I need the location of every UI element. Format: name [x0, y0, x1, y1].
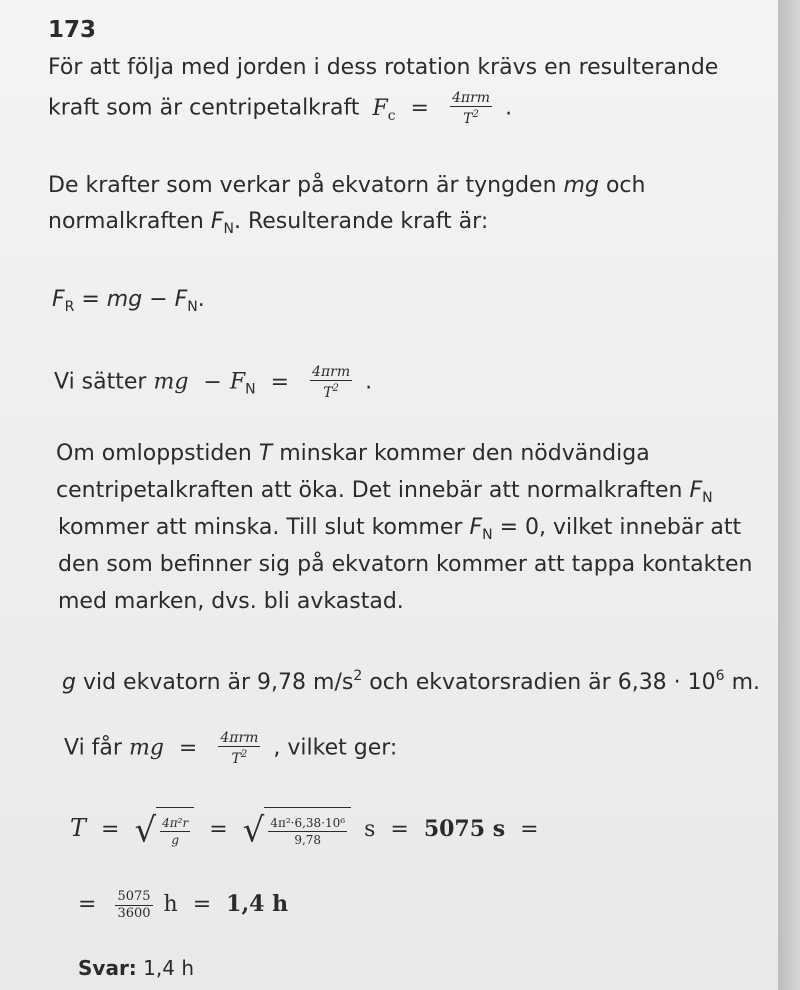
p3-mid: = mg − [74, 287, 175, 312]
p1-fraction [450, 90, 492, 127]
p2-text-b: och [605, 173, 646, 198]
p1-end: . [505, 95, 513, 121]
p8-value: 5075 s [423, 816, 506, 842]
sqrt-2-num: 4π²·6,38·10⁶ [270, 816, 346, 830]
p4-end: . [365, 369, 373, 395]
p8-eq2: = [209, 817, 228, 842]
p9-eq2: = [192, 892, 212, 917]
p6-line [62, 662, 760, 697]
p1-line2 [48, 90, 512, 130]
p7-frac-den-exp: 2 [240, 749, 248, 760]
p4-mg: mg [153, 369, 189, 395]
p9-fraction [115, 889, 152, 922]
answer-label: Svar: [78, 956, 137, 980]
answer-value: 1,4 h [143, 956, 195, 980]
p8-t: T [70, 814, 87, 842]
p8-eq4: = [520, 817, 539, 842]
p4-fraction [310, 364, 352, 401]
p5-line5: med marken, dvs. bli avkastad. [58, 589, 404, 614]
p9-value: 1,4 h [226, 891, 289, 917]
p5-text-a: Om omloppstiden [56, 441, 252, 466]
p4-frac-denominator [310, 381, 352, 401]
p6-sup1: 2 [353, 668, 363, 684]
p2-line1 [48, 172, 645, 200]
p2-line2 [48, 208, 488, 243]
sqrt-2 [243, 807, 351, 854]
p8-eq3: = [390, 817, 409, 842]
fn-letter: F [174, 287, 188, 312]
p7-text: Vi får [64, 735, 122, 761]
p7-fraction [218, 730, 260, 767]
answer-line [78, 954, 194, 982]
p6-g: g [62, 670, 76, 695]
p1-frac-denominator [450, 107, 492, 127]
p4-minus: − [203, 369, 222, 395]
p5-line1 [56, 440, 650, 468]
p7-frac-den-base: T [231, 751, 241, 767]
p5-line2 [56, 477, 713, 512]
fc-symbol [372, 95, 396, 124]
p8-unit: s [364, 817, 376, 842]
p7-frac-numerator: 4πrm [220, 730, 259, 746]
p6-text-a: vid ekvatorn är 9,78 m/s [82, 670, 354, 695]
p3-formula [52, 286, 205, 321]
p5-t: T [258, 441, 273, 466]
p5-line4: den som befinner sig på ekvatorn kommer att tappa kontakten [58, 552, 753, 577]
p4-line [54, 364, 372, 404]
p7-frac-denominator [218, 747, 260, 767]
p5-fn-letter-2: F [469, 515, 483, 540]
fr-sub: R [64, 299, 75, 315]
fr-letter: F [52, 287, 65, 312]
sqrt-2-fraction [268, 815, 347, 848]
p2-text-a: De krafter som verkar på ekvatorn är tyngden [48, 173, 557, 198]
p1-frac-numerator: 4πrm [451, 90, 491, 106]
p2-text-d: . Resulterande kraft är: [233, 209, 489, 234]
p5-fn-sub-2: N [482, 527, 493, 543]
p6-sup2: 6 [715, 668, 725, 684]
p5-fn-sub: N [702, 490, 713, 506]
p6-text-c: m. [724, 670, 761, 695]
sqrt-1-den: g [171, 833, 179, 847]
p9-num: 5075 [117, 888, 151, 904]
p4-text: Vi sätter [54, 369, 147, 395]
p5-fn-letter: F [689, 478, 703, 503]
p9-formula [78, 884, 288, 924]
p2-fn-sub: N [223, 221, 234, 237]
p9-eq: = [78, 892, 97, 917]
p4-equals: = [270, 369, 290, 395]
p3-end: . [197, 287, 205, 312]
p6-text-b: och ekvatorsradien är 6,38 · 10 [362, 670, 716, 695]
p1-frac-den-base: T [463, 111, 473, 127]
fc-letter: F [372, 95, 388, 121]
sqrt-2-den: 9,78 [294, 833, 322, 847]
p5-text-d: kommer att minska. Till slut kommer [58, 515, 463, 540]
sqrt-1-num: 4π²r [162, 816, 189, 830]
p1-text: kraft som är centripetalkraft [48, 95, 360, 121]
p7-equals: = [178, 735, 198, 761]
p4-frac-numerator: 4πrm [312, 364, 351, 380]
radical-icon: √ [134, 810, 157, 850]
p1-frac-den-exp: 2 [472, 109, 479, 120]
p2-mg: mg [563, 173, 599, 198]
p7-mg: mg [128, 735, 164, 761]
p1-equals: = [410, 95, 429, 121]
p4-frac-den-exp: 2 [332, 383, 339, 394]
sqrt-1-fraction [160, 815, 190, 848]
p5-text-b: minskar kommer den nödvändiga [279, 441, 650, 466]
p2-fn-letter: F [210, 209, 224, 234]
p4-fn-sub: N [245, 381, 256, 398]
sqrt-1-content [156, 807, 194, 854]
fn-sub: N [187, 299, 198, 315]
radical-icon-2: √ [242, 810, 265, 850]
p2-text-c: normalkraften [48, 209, 204, 234]
fc-subscript: c [387, 107, 396, 124]
sqrt-2-content [264, 807, 351, 854]
p8-formula [70, 806, 547, 850]
p5-text-c: centripetalkraften att öka. Det innebär att normalkraften [56, 478, 683, 503]
p5-text-e: = 0, vilket innebär att [492, 515, 742, 540]
p8-eq1: = [101, 817, 120, 842]
p5-line3 [58, 514, 741, 549]
p4-fn-letter: F [229, 369, 246, 395]
p1-line1: För att följa med jorden i dess rotation krävs en resulterande [48, 55, 719, 80]
p4-frac-den-base: T [323, 385, 333, 401]
page-edge [778, 0, 800, 990]
problem-number: 173 [48, 17, 97, 43]
p7-tail: , vilket ger: [273, 735, 398, 761]
sqrt-1 [134, 807, 194, 854]
p9-unit: h [163, 892, 178, 917]
p9-den: 3600 [117, 905, 151, 921]
p7-line [64, 730, 397, 767]
